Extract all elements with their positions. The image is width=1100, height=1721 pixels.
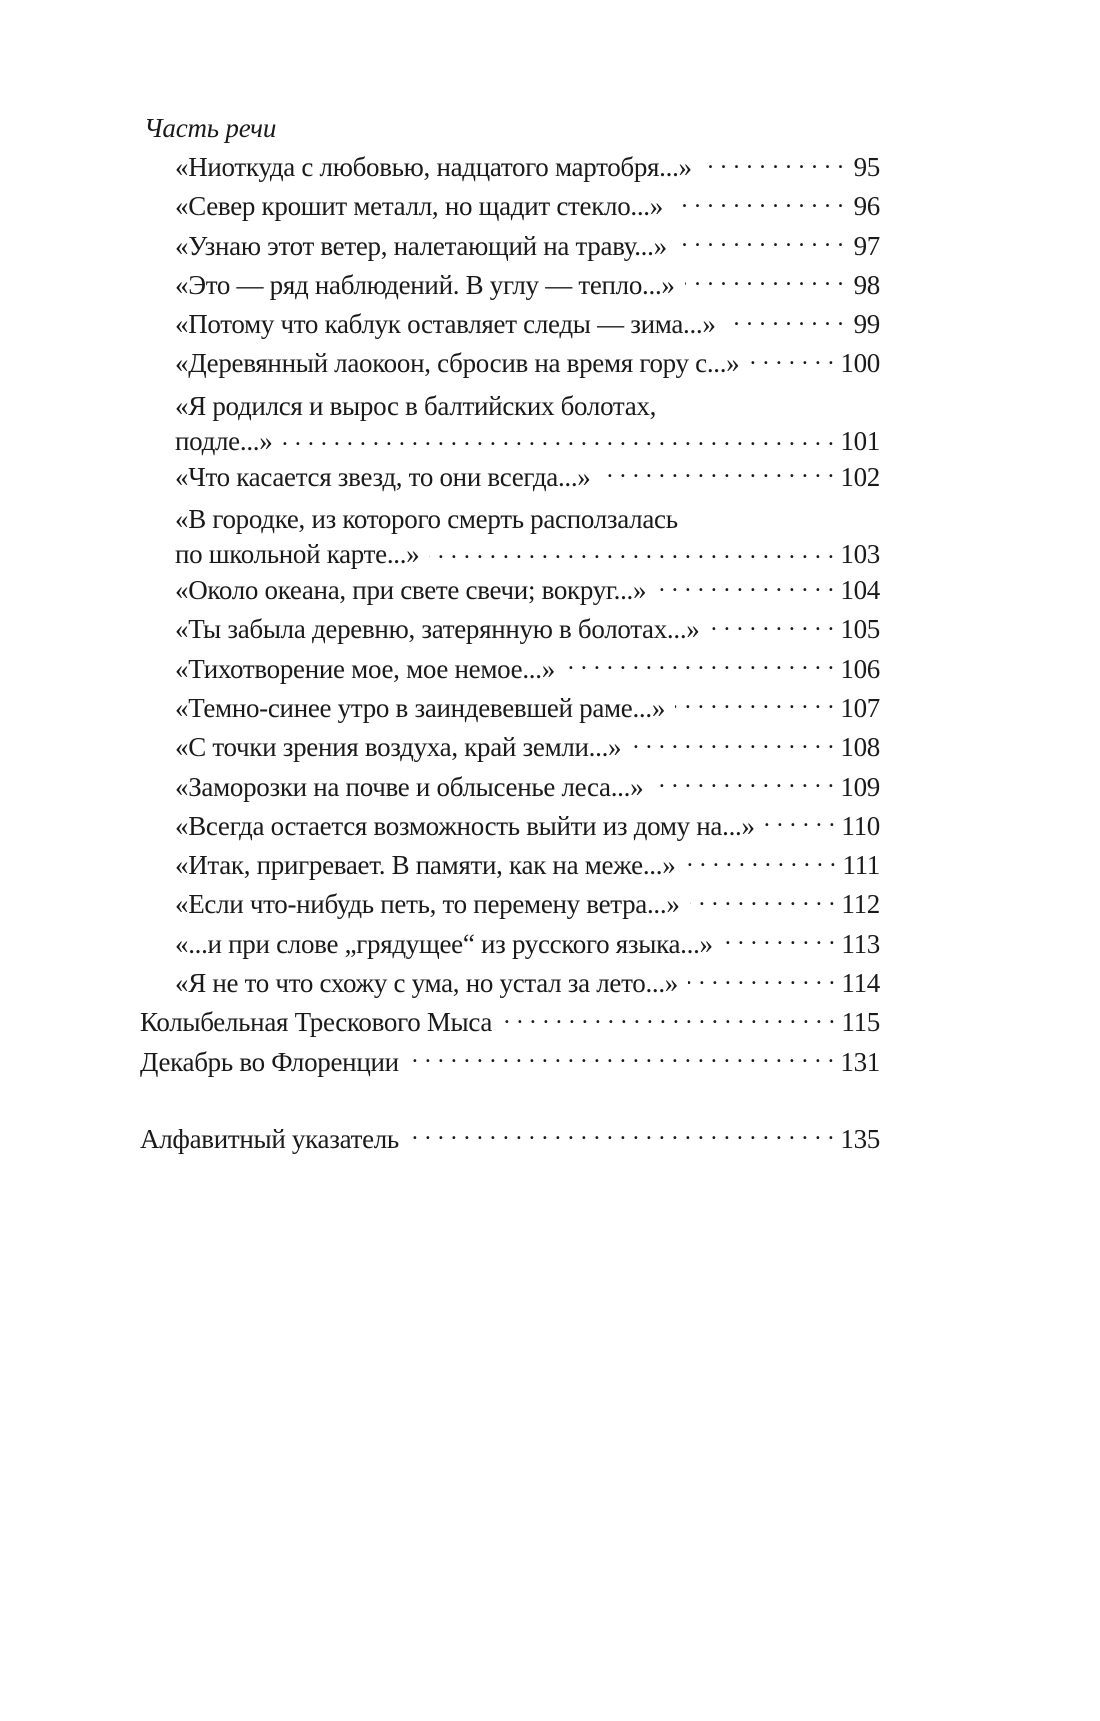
dot-leader	[502, 1004, 835, 1031]
toc-entry-page: 104	[840, 575, 880, 606]
toc-entry-title: «Что касается звезд, то они всегда...»	[175, 461, 591, 492]
dot-leader	[765, 808, 836, 835]
toc-entry-title-line1: «В городке, из которого смерть расползалась	[175, 504, 678, 535]
toc-entry-page: 100	[840, 348, 880, 379]
toc-entry-page: 111	[842, 850, 880, 881]
table-of-contents	[140, 108, 880, 1159]
toc-entry-title: «Заморозки на почве и облысенье леса...»	[175, 771, 644, 802]
dot-leader	[656, 572, 834, 599]
toc-entry-title: «...и при слове „грядущее“ из русского языка...»	[175, 928, 713, 959]
section-spacer	[140, 1082, 880, 1120]
toc-entry	[140, 344, 880, 383]
toc-entry	[140, 148, 880, 187]
dot-leader	[409, 1121, 834, 1148]
toc-entry-page: 101	[840, 425, 880, 456]
dot-leader	[653, 769, 834, 796]
toc-entry	[140, 807, 880, 846]
toc-entry-title: «Ниоткуда с любовью, надцатого мартобря...»	[175, 152, 692, 182]
toc-entry	[140, 689, 880, 728]
dot-leader	[429, 536, 834, 563]
toc-entry-title: Алфавитный указатель	[140, 1123, 399, 1154]
toc-entry-title-line2: подле...»	[175, 425, 273, 456]
toc-entry-title: «Итак, пригревает. В памяти, как на меже...»	[175, 850, 676, 881]
toc-entry-page: 103	[840, 539, 880, 570]
toc-entry	[140, 768, 880, 807]
dot-leader	[601, 459, 835, 486]
toc-entry-page: 105	[840, 614, 880, 645]
toc-entry-page: 95	[853, 152, 880, 182]
toc-entry-title: «С точки зрения воздуха, край земли...»	[175, 732, 622, 763]
dot-leader	[685, 847, 836, 874]
toc-entry-page: 106	[840, 653, 880, 684]
toc-entry-page: 131	[840, 1046, 880, 1077]
dot-leader	[409, 1044, 835, 1071]
toc-entry-title-line1: «Я родился и вырос в балтийских болотах,	[175, 390, 657, 421]
toc-entry	[140, 610, 880, 649]
dot-leader	[702, 149, 844, 176]
dot-leader	[688, 965, 835, 992]
toc-entry-title: «Север крошит металл, но щадит стекло...»	[175, 191, 663, 222]
toc-entry-page: 107	[840, 692, 880, 723]
dot-leader	[723, 926, 836, 953]
toc-entry-page: 112	[841, 889, 880, 920]
toc-entry	[140, 728, 880, 767]
toc-entry-multiline	[140, 497, 880, 571]
toc-entry-page: 109	[840, 771, 880, 802]
toc-entry	[140, 571, 880, 610]
toc-entry-title: «Потому что каблук оставляет следы — зима...»	[175, 309, 716, 340]
toc-entry-title: «Узнаю этот ветер, налетающий на траву...»	[175, 230, 667, 261]
toc-entry-title: «Около океана, при свете свечи; вокруг...»	[175, 575, 647, 606]
dot-leader	[282, 423, 834, 450]
toc-entry-page: 97	[853, 230, 880, 261]
toc-entry-multiline	[140, 384, 880, 458]
toc-entry	[140, 187, 880, 226]
toc-entry-top-level	[140, 1003, 880, 1042]
dot-leader	[749, 345, 834, 372]
toc-entry	[140, 458, 880, 497]
toc-entry-title: «Темно-синее утро в заиндевевшей раме...»	[175, 692, 666, 723]
toc-entry	[140, 266, 880, 305]
toc-entry-title: «Тихотворение мое, мое немое...»	[175, 653, 555, 684]
toc-entry	[140, 305, 880, 344]
toc-entry	[140, 925, 880, 964]
dot-leader	[675, 690, 834, 717]
toc-entry-title: «Всегда остается возможность выйти из дому на...»	[175, 810, 755, 841]
toc-entry-title: «Если что-нибудь петь, то перемену ветра...»	[175, 889, 680, 920]
toc-entry-title: Декабрь во Флоренции	[140, 1046, 399, 1077]
toc-entry	[140, 650, 880, 689]
toc-entry-title: «Это — ряд наблюдений. В углу — тепло...»	[175, 269, 675, 300]
toc-entry-index	[140, 1120, 880, 1159]
toc-entry-page: 108	[840, 732, 880, 763]
toc-entry-title: «Деревянный лаокоон, сбросив на время гору с...»	[175, 348, 740, 379]
toc-entry	[140, 227, 880, 266]
dot-leader	[709, 611, 834, 638]
toc-entry-page: 96	[853, 191, 880, 222]
dot-leader	[685, 267, 844, 294]
toc-entry-page: 98	[853, 269, 880, 300]
toc-entry-page: 115	[841, 1007, 880, 1038]
toc-entry	[140, 964, 880, 1003]
toc-entry-title: Колыбельная Трескового Мыса	[140, 1007, 493, 1038]
toc-entry-top-level	[140, 1043, 880, 1082]
toc-entry	[140, 885, 880, 924]
toc-entry-page: 110	[841, 810, 880, 841]
dot-leader	[631, 729, 834, 756]
toc-entry-title-line2: по школьной карте...»	[175, 539, 420, 570]
dot-leader	[690, 886, 836, 913]
section-title: Часть речи	[144, 113, 277, 143]
toc-entry-page: 99	[853, 309, 880, 340]
toc-entry-page: 113	[841, 928, 880, 959]
dot-leader	[565, 651, 834, 678]
toc-entry-page: 135	[840, 1123, 880, 1154]
toc-entry-page: 114	[841, 968, 880, 999]
dot-leader	[677, 228, 844, 255]
dot-leader	[726, 306, 844, 333]
toc-entry	[140, 846, 880, 885]
toc-entry-title: «Ты забыла деревню, затерянную в болотах...»	[175, 614, 700, 645]
dot-leader	[673, 188, 844, 215]
toc-entry-title: «Я не то что схожу с ума, но устал за лето...»	[175, 968, 679, 999]
toc-entry-page: 102	[840, 461, 880, 492]
